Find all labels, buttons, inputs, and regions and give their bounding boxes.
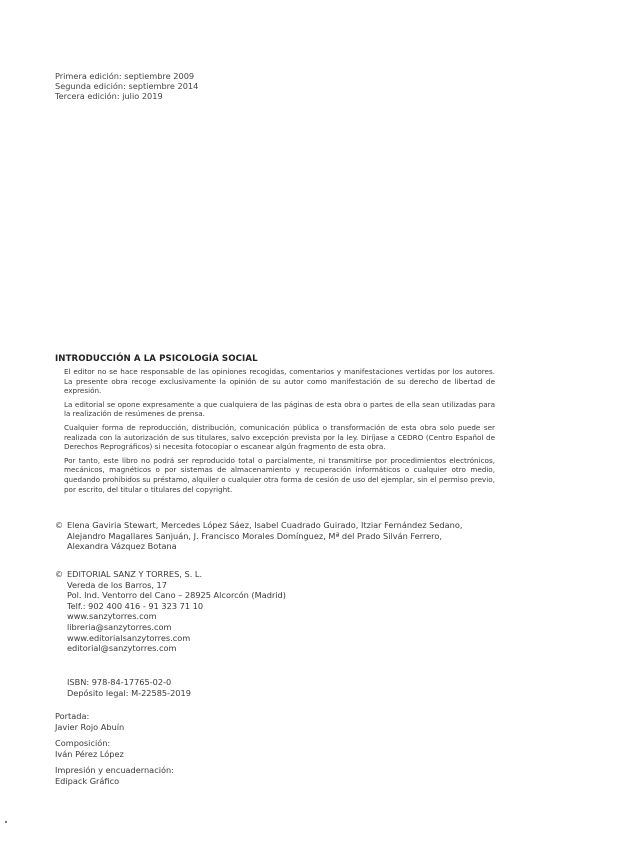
copyright-symbol: ©	[55, 569, 64, 579]
legal-paragraph: Por tanto, este libro no podrá ser reproducido total o parcialmente, ni transmitirse por procedimientos electrónicos, mecánicos, magnéticos o por sistemas de almacenamiento y recuperación informáticos o cualquier otro medio, quedando prohibidos su préstamo, alquiler o cualquier otra forma de cesión de uso del ejemplar, sin el permiso previo, por escrito, del titular o titulares del copyright.	[64, 455, 495, 494]
publisher-email: editorial@sanzytorres.com	[67, 643, 177, 654]
legal-paragraph: La editorial se opone expresamente a que cualquiera de las páginas de esta obra o partes de ella sean utilizadas para la realización de resúmenes de prensa.	[64, 399, 495, 419]
isbn-block	[55, 677, 355, 698]
credit-value: Iván Pérez López	[55, 748, 124, 759]
publisher-email: libreria@sanzytorres.com	[67, 621, 172, 632]
author-line: Elena Gaviria Stewart, Mercedes López Sáez, Isabel Cuadrado Guirado, Itziar Fernández Sedano,	[67, 520, 463, 530]
legal-paragraph: Cualquier forma de reproducción, distribución, comunicación pública o transformación de esta obra solo puede ser realizada con la autorización de sus titulares, salvo excepción prevista por la ley. Diríjase a CEDRO (Centro Español de Derechos Reprográficos) si necesita fotocopiar o escanear algún fragmento de esta obra.	[64, 422, 495, 452]
publisher-website: www.sanzytorres.com	[67, 611, 157, 622]
author-line: Alexandra Vázquez Botana	[67, 541, 177, 552]
legal-notice	[55, 354, 495, 498]
edition-history	[55, 71, 315, 101]
authors-copyright	[55, 520, 495, 552]
publisher-address: Vereda de los Barros, 17	[67, 579, 167, 590]
edition-line: Segunda edición: septiembre 2014	[55, 81, 199, 91]
copyright-symbol: ©	[55, 520, 64, 530]
edition-line: Primera edición: septiembre 2009	[55, 71, 195, 81]
page-mark	[5, 821, 7, 823]
publisher-website: www.editorialsanzytorres.com	[67, 632, 191, 643]
legal-deposit: Depósito legal: M-22585-2019	[67, 687, 191, 698]
credit-label: Impresión y encuadernación:	[55, 765, 174, 776]
publisher-address: Pol. Ind. Ventorro del Cano – 28925 Alcorcón (Madrid)	[67, 590, 286, 601]
author-line: Alejandro Magallares Sanjuán, J. Francisco Morales Domínguez, Mª del Prado Silván Ferrero,	[67, 530, 442, 541]
credit-label: Portada:	[55, 711, 90, 721]
isbn-number: ISBN: 978-84-17765-02-0	[67, 677, 172, 687]
production-credits	[55, 711, 355, 793]
edition-line: Tercera edición: julio 2019	[55, 91, 163, 101]
credit-value: Javier Rojo Abuín	[55, 721, 125, 732]
legal-paragraph: El editor no se hace responsable de las opiniones recogidas, comentarios y manifestaciones vertidas por los autores. La presente obra recoge exclusivamente la opinión de su autor como manifestación de su derecho de libertad de expresión.	[64, 367, 495, 396]
credit-value: Edipack Gráfico	[55, 775, 120, 786]
credit-label: Composición:	[55, 738, 111, 749]
publisher-copyright	[55, 569, 495, 654]
publisher-name: EDITORIAL SANZ Y TORRES, S. L.	[67, 569, 203, 579]
book-title: INTRODUCCIÓN A LA PSICOLOGÍA SOCIAL	[55, 354, 258, 364]
publisher-phone: Telf.: 902 400 416 - 91 323 71 10	[67, 600, 204, 611]
